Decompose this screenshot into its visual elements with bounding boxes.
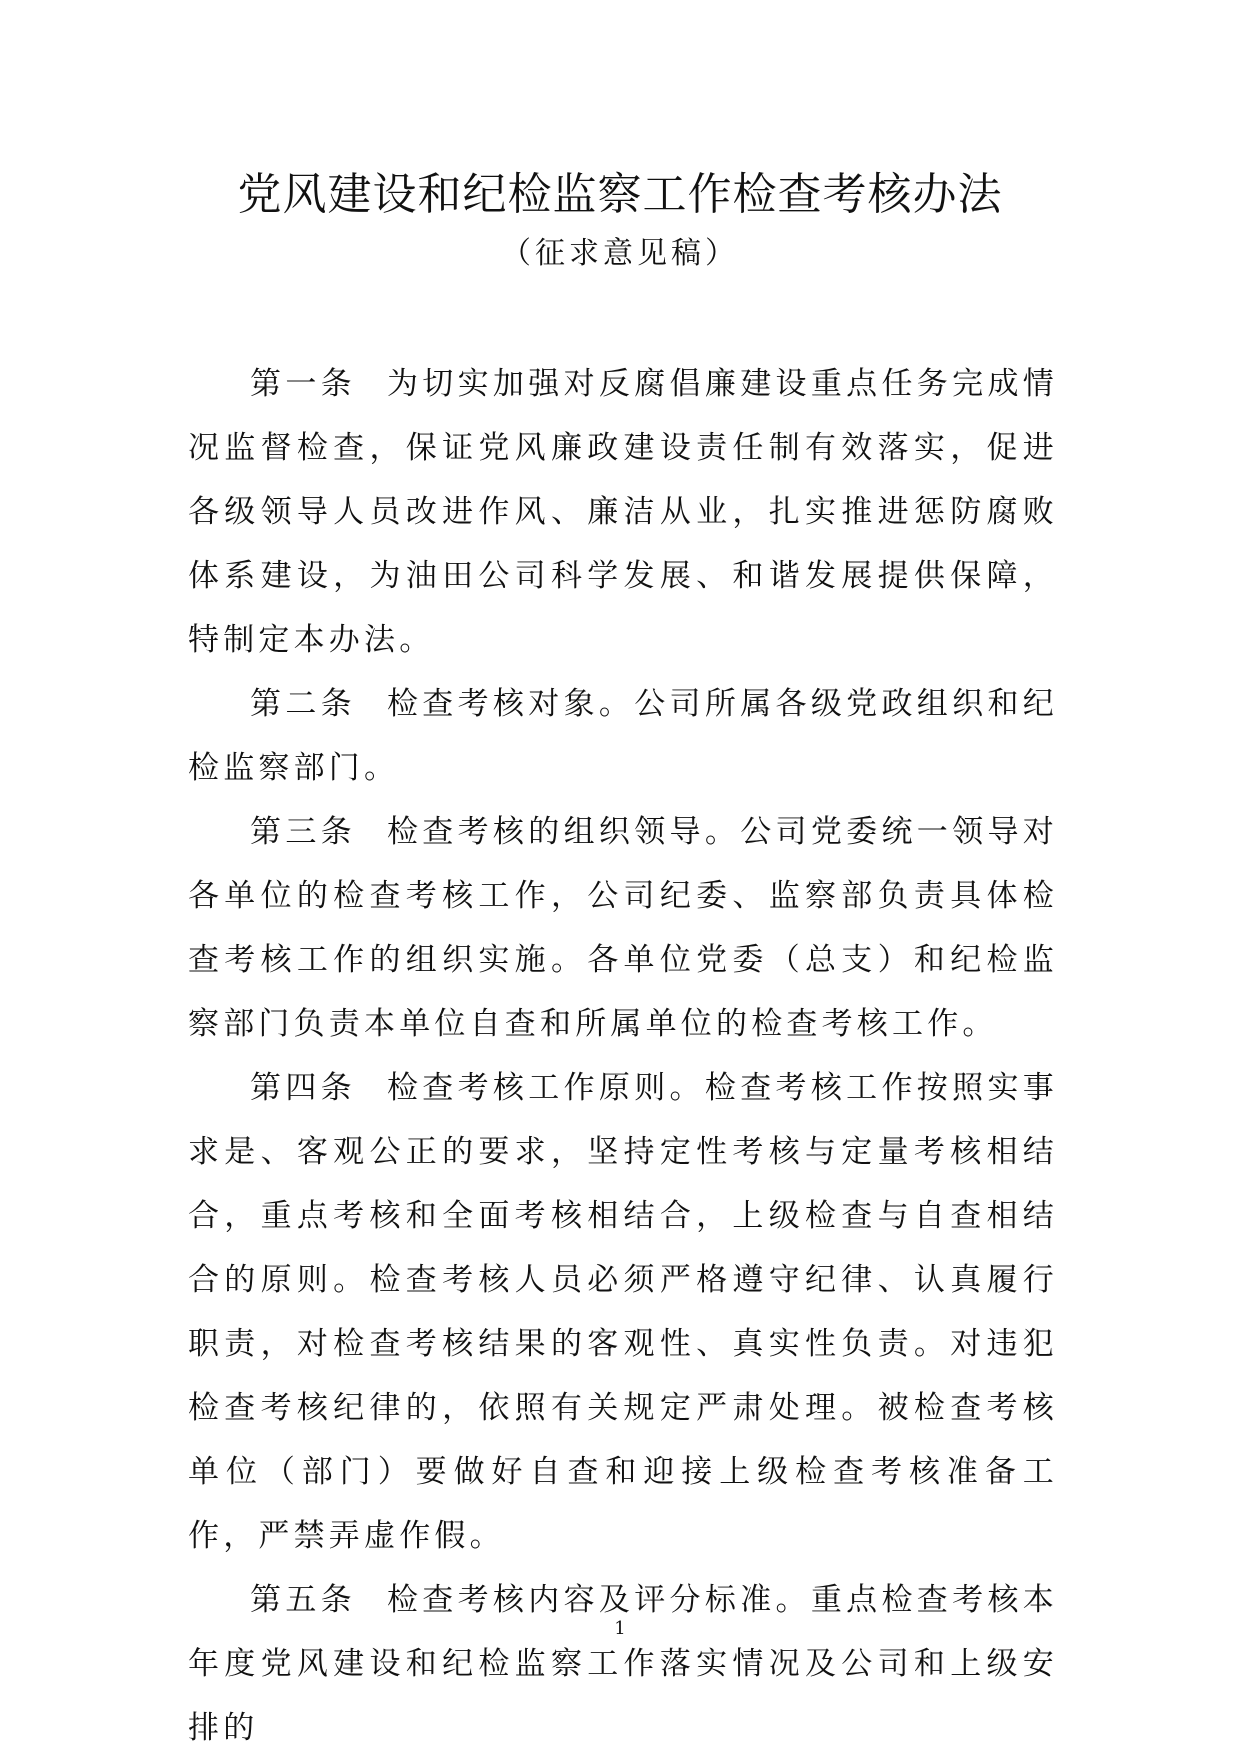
article-text: 检查考核的组织领导。公司党委统一领导对各单位的检查考核工作，公司纪委、监察部负责具体检查考核工作的组织实施。各单位党委（总支）和纪检监察部门负责本单位自查和所属单位的检查考核工作。 <box>188 814 1058 1042</box>
article-text: 为切实加强对反腐倡廉建设重点任务完成情况监督检查，保证党风廉政建设责任制有效落实，促进各级领导人员改进作风、廉洁从业，扎实推进惩防腐败体系建设，为油田公司科学发展、和谐发展提供保障，特制定本办法。 <box>188 366 1058 658</box>
article-4 <box>188 1056 1058 1568</box>
document-title: 党风建设和纪检监察工作检查考核办法 <box>237 169 1003 220</box>
article-5 <box>188 1568 1058 1760</box>
article-text: 检查考核工作原则。检查考核工作按照实事求是、客观公正的要求，坚持定性考核与定量考核相结合，重点考核和全面考核相结合，上级检查与自查相结合的原则。检查考核人员必须严格遵守纪律、认真履行职责，对检查考核结果的客观性、真实性负责。对违犯检查考核纪律的，依照有关规定严肃处理。被检查考核单位（部门）要做好自查和迎接上级检查考核准备工作，严禁弄虚作假。 <box>188 1070 1058 1554</box>
article-label: 第四条 <box>250 1070 356 1106</box>
article-label: 第三条 <box>250 814 356 850</box>
page-number: 1 <box>614 1618 626 1639</box>
article-2 <box>188 672 1058 800</box>
article-label: 第五条 <box>250 1582 356 1618</box>
article-3 <box>188 800 1058 1056</box>
article-text: 检查考核对象。公司所属各级党政组织和纪检监察部门。 <box>188 686 1058 786</box>
article-1 <box>188 352 1058 672</box>
article-text: 检查考核内容及评分标准。重点检查考核本年度党风建设和纪检监察工作落实情况及公司和上级安排的 <box>188 1582 1058 1746</box>
document-body <box>188 352 1058 1760</box>
document-subtitle: （征求意见稿） <box>501 236 739 271</box>
article-label: 第二条 <box>250 686 356 722</box>
article-label: 第一条 <box>250 366 356 402</box>
